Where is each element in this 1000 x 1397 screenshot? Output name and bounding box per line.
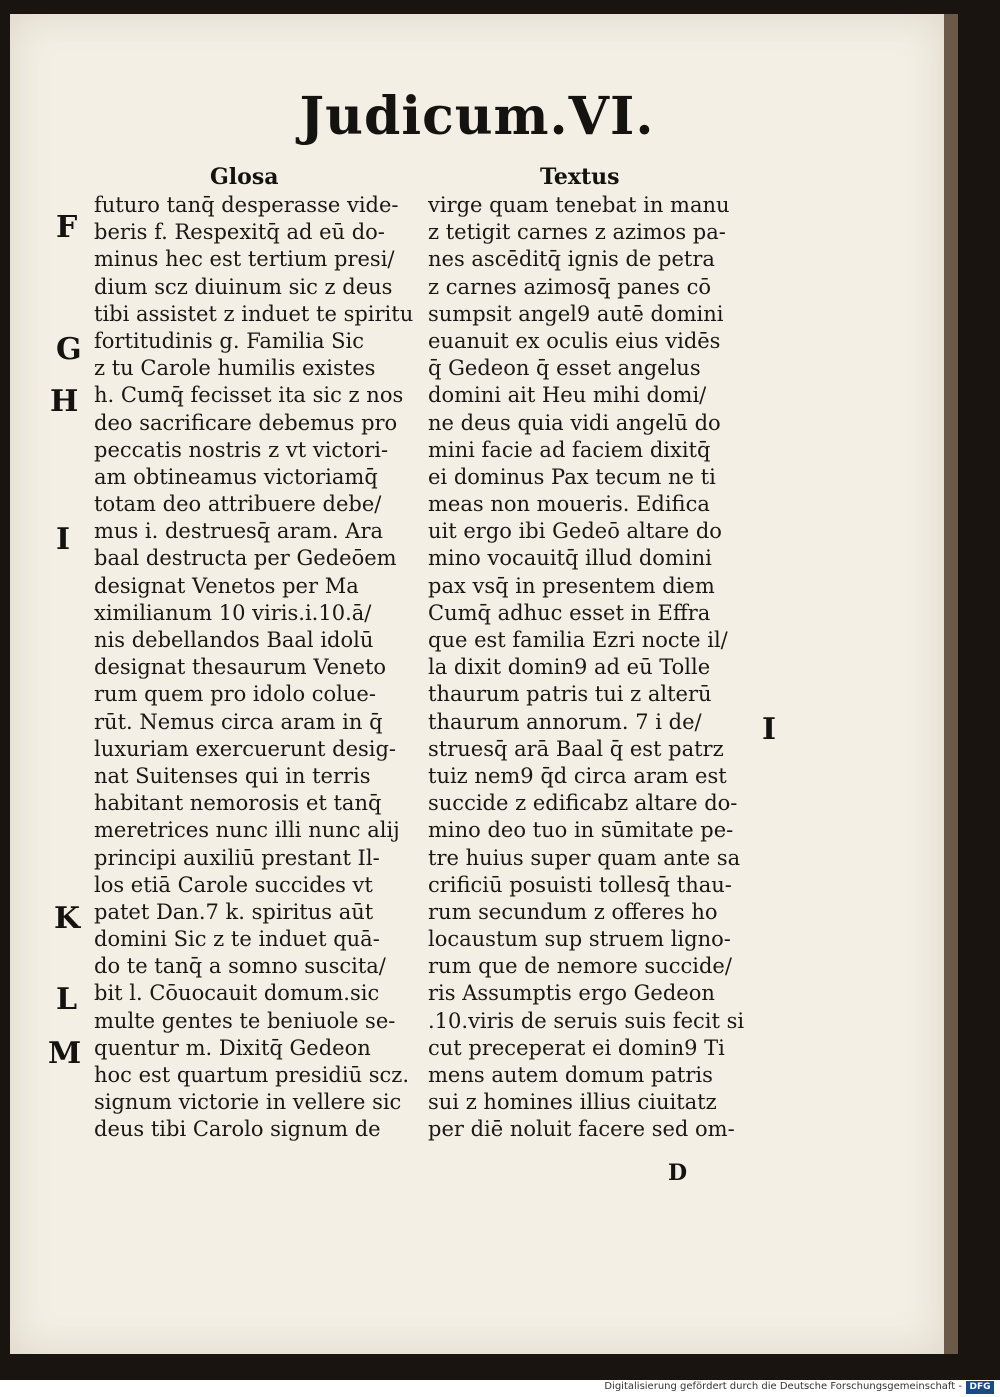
text-line: mini facie ad faciem dixitq̄ (428, 437, 711, 462)
text-line: virge quam tenebat in manu (428, 193, 730, 217)
text-line: cut preceperat ei domin9 Ti (428, 1035, 725, 1060)
gloss-line: am obtineamus victoriamq̄ (94, 464, 378, 489)
text-line: sumpsit angel9 autē domini (428, 301, 724, 326)
text-line: thaurum patris tui z alterū (428, 682, 712, 707)
gloss-line: domini Sic z te induet quā- (94, 927, 380, 952)
text-line: mens autem domum patris (428, 1063, 713, 1087)
gloss-line: luxuriam exercuerunt desig- (94, 736, 397, 761)
gloss-line: hoc est quartum presidiū scz. (94, 1063, 410, 1087)
gloss-line: tibi assistet z induet te spiritu (94, 301, 414, 326)
gloss-marker-f: F (56, 210, 78, 245)
gloss-marker-m: M (48, 1036, 82, 1071)
gloss-line: totam deo attribuere debe/ (94, 492, 382, 517)
text-line: per diē noluit facere sed om- (428, 1117, 735, 1142)
gloss-line: habitant nemorosis et tanq̄ (94, 791, 382, 816)
gloss-column-header: Glosa (210, 164, 279, 190)
text-line: la dixit domin9 ad eū Tolle (428, 655, 711, 680)
gloss-line: quentur m. Dixitq̄ Gedeon (94, 1035, 371, 1060)
text-line: q̄ Gedeon q̄ esset angelus (428, 356, 701, 381)
text-line: nes ascēditq̄ ignis de petra (428, 247, 715, 272)
catchword: D (668, 1160, 688, 1186)
gloss-marker-k: K (54, 901, 81, 936)
gloss-line: beris f. Respexitq̄ ad eū do- (94, 220, 385, 245)
gloss-column (94, 192, 424, 1144)
text-line: succide z edificabz altare do- (428, 791, 738, 816)
gloss-marker-i: I (56, 522, 71, 557)
text-column (428, 192, 768, 1144)
text-line: tre huius super quam ante sa (428, 845, 741, 870)
text-line: tuiz nem9 q̄d circa aram est (428, 763, 727, 788)
text-line: rum que de nemore succide/ (428, 954, 732, 979)
gloss-line: minus hec est tertium presi/ (94, 247, 395, 272)
text-column-header: Textus (540, 164, 620, 190)
gloss-line: rūt. Nemus circa aram in q̄ (94, 709, 383, 734)
gloss-marker-g: G (56, 332, 82, 367)
book-edge (944, 14, 958, 1354)
gloss-line: peccatis nostris z vt victori- (94, 437, 389, 462)
text-line: struesq̄ arā Baal q̄ est patrz (428, 736, 724, 761)
text-line: locaustum sup struem ligno- (428, 927, 731, 952)
gloss-line: h. Cumq̄ fecisset ita sic z nos (94, 383, 404, 408)
text-line: mino deo tuo in sūmitate pe- (428, 818, 734, 843)
gloss-line: z tu Carole humilis existes (94, 356, 376, 381)
gloss-line: bit l. Cōuocauit domum.sic (94, 981, 380, 1006)
text-line: rum secundum z offeres ho (428, 899, 718, 924)
gloss-line: nis debellandos Baal idolū (94, 628, 374, 652)
gloss-line: patet Dan.7 k. spiritus aūt (94, 899, 374, 924)
gloss-line: designat Venetos per Ma (94, 573, 359, 598)
gloss-line: dium scz diuinum sic z deus (94, 274, 393, 299)
text-line: thaurum annorum. 7 i de/ (428, 709, 702, 734)
text-line: .10.viris de seruis suis fecit si (428, 1008, 745, 1033)
text-line: pax vsq̄ in presentem diem (428, 573, 715, 598)
gloss-line: meretrices nunc illi nunc alij (94, 818, 400, 843)
gloss-line: ximilianum 10 viris.i.10.ā/ (94, 600, 372, 625)
dfg-logo: DFG (966, 1381, 994, 1394)
gloss-line: designat thesaurum Veneto (94, 655, 387, 680)
text-line: mino vocauitq̄ illud domini (428, 546, 712, 571)
gloss-line: baal destructa per Gedeōem (94, 546, 397, 571)
gloss-marker-h: H (50, 384, 79, 419)
gloss-line: do te tanq̄ a somno suscita/ (94, 954, 386, 979)
gloss-line: rum quem pro idolo colue- (94, 682, 376, 707)
gloss-line: los etiā Carole succides vt (94, 872, 373, 897)
text-line: domini ait Heu mihi domi/ (428, 383, 707, 408)
text-line: meas non moueris. Edifica (428, 492, 710, 517)
text-marker-i: I (762, 712, 777, 747)
gloss-line: fortitudinis g. Familia Sic (94, 328, 365, 353)
text-line: Cumq̄ adhuc esset in Effra (428, 600, 711, 625)
text-line: z tetigit carnes z azimos pa- (428, 220, 726, 245)
gloss-line: futuro tanq̄ desperasse vide- (94, 193, 399, 217)
gloss-line: signum victorie in vellere sic (94, 1090, 402, 1115)
gloss-line: nat Suitenses qui in terris (94, 763, 371, 788)
text-line: ne deus quia vidi angelū do (428, 410, 721, 435)
gloss-line: principi auxiliū prestant Il- (94, 845, 380, 870)
text-line: z carnes azimosq̄ panes cō (428, 274, 711, 299)
book-page (10, 14, 944, 1354)
gloss-line: deo sacrificare debemus pro (94, 410, 398, 435)
gloss-line: mus i. destruesq̄ aram. Ara (94, 519, 383, 544)
text-line: crificiū posuisti tollesq̄ thau- (428, 872, 732, 897)
text-line: que est familia Ezri nocte il/ (428, 628, 728, 652)
text-line: sui z homines illius ciuitatz (428, 1090, 717, 1115)
funding-credit: Digitalisierung gefördert durch die Deutsche Forschungsgemeinschaft - (604, 1381, 962, 1392)
gloss-line: deus tibi Carolo signum de (94, 1117, 381, 1142)
page-heading: Judicum.VI. (299, 86, 655, 147)
text-line: euanuit ex oculis eius vidēs (428, 328, 721, 353)
gloss-line: multe gentes te beniuole se- (94, 1008, 396, 1033)
text-line: ris Assumptis ergo Gedeon (428, 981, 715, 1006)
text-line: uit ergo ibi Gedeō altare do (428, 519, 722, 544)
text-line: ei dominus Pax tecum ne ti (428, 464, 716, 489)
gloss-marker-l: L (56, 982, 78, 1017)
